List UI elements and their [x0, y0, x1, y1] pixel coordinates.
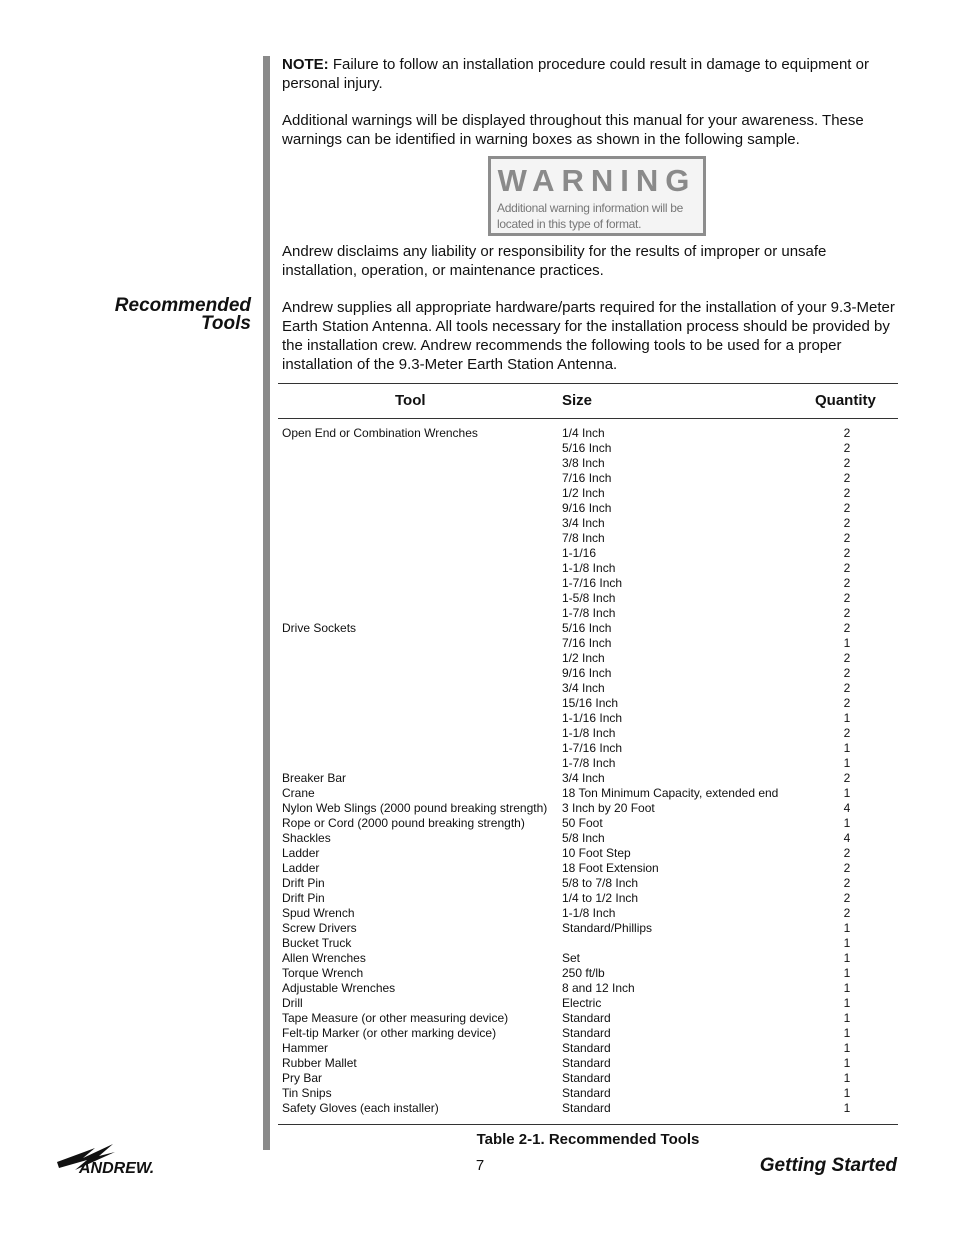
- cell-size: 1/4 to 1/2 Inch: [562, 891, 639, 905]
- cell-quantity: 1: [843, 1101, 851, 1115]
- cell-quantity: 2: [843, 651, 851, 665]
- cell-tool: Nylon Web Slings (2000 pound breaking strength): [282, 801, 548, 815]
- table-row: [282, 861, 882, 876]
- cell-quantity: 2: [843, 531, 851, 545]
- cell-tool: Rope or Cord (2000 pound breaking strength): [282, 816, 525, 830]
- table-row: [282, 636, 882, 651]
- cell-tool: Breaker Bar: [282, 771, 347, 785]
- cell-size: Electric: [562, 996, 602, 1010]
- cell-tool: Drive Sockets: [282, 621, 357, 635]
- table-row: [282, 891, 882, 906]
- cell-quantity: 2: [843, 891, 851, 905]
- table-row: [282, 606, 882, 621]
- cell-size: 9/16 Inch: [562, 501, 612, 515]
- cell-size: Standard: [562, 1011, 611, 1025]
- cell-quantity: 4: [843, 801, 851, 815]
- table-row: [282, 456, 882, 471]
- cell-size: 1-7/16 Inch: [562, 576, 623, 590]
- cell-quantity: 2: [843, 846, 851, 860]
- cell-size: 5/16 Inch: [562, 621, 612, 635]
- cell-size: 5/8 to 7/8 Inch: [562, 876, 639, 890]
- cell-size: 1-1/8 Inch: [562, 726, 616, 740]
- section-heading: [60, 297, 251, 333]
- table-row: [282, 561, 882, 576]
- table-caption: Table 2-1. Recommended Tools: [476, 1131, 700, 1148]
- logo-text: ANDREW.: [79, 1160, 155, 1176]
- warning-body: Additional warning information will be located in this type of format.: [497, 201, 684, 231]
- cell-size: Set: [562, 951, 581, 965]
- cell-quantity: 2: [843, 771, 851, 785]
- cell-size: 50 Foot: [562, 816, 603, 830]
- cell-quantity: 1: [843, 921, 851, 935]
- warning-sample-box: [488, 156, 706, 236]
- cell-size: 7/16 Inch: [562, 471, 612, 485]
- cell-quantity: 2: [843, 906, 851, 920]
- table-row: [282, 441, 882, 456]
- cell-tool: Allen Wrenches: [282, 951, 366, 965]
- table-row: [282, 906, 882, 921]
- cell-size: 3/8 Inch: [562, 456, 605, 470]
- cell-size: 1-1/8 Inch: [562, 906, 616, 920]
- cell-tool: Drift Pin: [282, 876, 325, 890]
- cell-tool: Spud Wrench: [282, 906, 355, 920]
- disclaimer-paragraph: Andrew disclaims any liability or responsibility for the results of improper or unsafe installation, operation, or maintenance practices.: [282, 243, 827, 279]
- cell-quantity: 1: [843, 1056, 851, 1070]
- table-row: [282, 1086, 882, 1101]
- table-row: [282, 936, 882, 951]
- footer-section-title: Getting Started: [759, 1155, 897, 1176]
- cell-size: Standard: [562, 1041, 611, 1055]
- cell-quantity: 2: [843, 576, 851, 590]
- table-row: [282, 501, 882, 516]
- table-row: [282, 846, 882, 861]
- cell-size: 3/4 Inch: [562, 771, 605, 785]
- table-row: [282, 1101, 882, 1116]
- table-row: [282, 801, 882, 816]
- table-header-rule: [278, 418, 898, 419]
- cell-quantity: 1: [843, 966, 851, 980]
- cell-tool: Screw Drivers: [282, 921, 357, 935]
- table-row: [282, 681, 882, 696]
- cell-size: Standard: [562, 1086, 611, 1100]
- cell-quantity: 2: [843, 726, 851, 740]
- table-row: [282, 486, 882, 501]
- cell-quantity: 1: [843, 636, 851, 650]
- cell-quantity: 1: [843, 1071, 851, 1085]
- note-label: NOTE:: [282, 56, 329, 73]
- cell-size: 8 and 12 Inch: [562, 981, 635, 995]
- cell-quantity: 2: [843, 696, 851, 710]
- cell-tool: Ladder: [282, 846, 320, 860]
- cell-size: Standard: [562, 1026, 611, 1040]
- cell-tool: Torque Wrench: [282, 966, 364, 980]
- table-row: [282, 966, 882, 981]
- cell-quantity: 2: [843, 666, 851, 680]
- tools-intro-paragraph: Andrew supplies all appropriate hardware/parts required for the installation of your 9.3-Meter Earth Station Antenna. All tools necessary for the installation process should be provided by the installation crew. Andrew recommends the following tools to be used for a proper installation of the 9.3-Meter Earth Station Antenna.: [282, 299, 895, 373]
- cell-size: 18 Ton Minimum Capacity, extended end: [562, 786, 779, 800]
- cell-quantity: 1: [843, 951, 851, 965]
- cell-quantity: 2: [843, 591, 851, 605]
- cell-quantity: 1: [843, 1086, 851, 1100]
- table-row: [282, 696, 882, 711]
- margin-bar: [263, 56, 270, 1150]
- cell-tool: Hammer: [282, 1041, 329, 1055]
- cell-quantity: 1: [843, 1011, 851, 1025]
- cell-tool: Ladder: [282, 861, 320, 875]
- table-row: [282, 426, 882, 441]
- cell-tool: Tape Measure (or other measuring device): [282, 1011, 509, 1025]
- table-row: [282, 576, 882, 591]
- cell-tool: Felt-tip Marker (or other marking device): [282, 1026, 497, 1040]
- cell-quantity: 1: [843, 756, 851, 770]
- table-row: [282, 951, 882, 966]
- table-row: [282, 591, 882, 606]
- cell-size: Standard: [562, 1101, 611, 1115]
- cell-size: 15/16 Inch: [562, 696, 619, 710]
- cell-quantity: 1: [843, 1041, 851, 1055]
- table-row: [282, 741, 882, 756]
- table-row: [282, 1071, 882, 1086]
- table-row: [282, 471, 882, 486]
- cell-tool: Open End or Combination Wrenches: [282, 426, 478, 440]
- header-size: Size: [562, 392, 593, 409]
- table-row: [282, 1056, 882, 1071]
- table-row: [282, 771, 882, 786]
- section-heading-line1: Recommended: [114, 295, 251, 316]
- cell-quantity: 1: [843, 816, 851, 830]
- cell-size: Standard: [562, 1071, 611, 1085]
- table-row: [282, 831, 882, 846]
- cell-size: 3 Inch by 20 Foot: [562, 801, 655, 815]
- cell-quantity: 2: [843, 621, 851, 635]
- cell-size: 5/16 Inch: [562, 441, 612, 455]
- cell-size: 1-1/16 Inch: [562, 711, 623, 725]
- cell-size: 9/16 Inch: [562, 666, 612, 680]
- table-row: [282, 1011, 882, 1026]
- cell-tool: Tin Snips: [282, 1086, 332, 1100]
- cell-size: 5/8 Inch: [562, 831, 605, 845]
- cell-quantity: 1: [843, 996, 851, 1010]
- cell-size: 1-7/8 Inch: [562, 756, 616, 770]
- cell-tool: Adjustable Wrenches: [282, 981, 396, 995]
- cell-quantity: 2: [843, 441, 851, 455]
- cell-tool: Crane: [282, 786, 315, 800]
- cell-quantity: 2: [843, 876, 851, 890]
- cell-quantity: 1: [843, 786, 851, 800]
- table-row: [282, 726, 882, 741]
- cell-size: 1-5/8 Inch: [562, 591, 616, 605]
- cell-size: 18 Foot Extension: [562, 861, 659, 875]
- cell-tool: Drift Pin: [282, 891, 325, 905]
- cell-quantity: 2: [843, 426, 851, 440]
- note-paragraph: [282, 55, 897, 93]
- table-row: [282, 666, 882, 681]
- table-row: [282, 546, 882, 561]
- cell-quantity: 1: [843, 741, 851, 755]
- table-top-rule: [278, 383, 898, 384]
- cell-tool: Bucket Truck: [282, 936, 352, 950]
- header-quantity: Quantity: [815, 392, 876, 409]
- andrew-logo: [55, 1140, 170, 1176]
- cell-quantity: 2: [843, 606, 851, 620]
- cell-quantity: 2: [843, 516, 851, 530]
- cell-size: 10 Foot Step: [562, 846, 631, 860]
- cell-size: 1-1/16: [562, 546, 597, 560]
- table-row: [282, 531, 882, 546]
- section-heading-line2: Tools: [201, 313, 251, 334]
- cell-quantity: 2: [843, 861, 851, 875]
- cell-size: 1-7/8 Inch: [562, 606, 616, 620]
- cell-quantity: 4: [843, 831, 851, 845]
- cell-quantity: 2: [843, 681, 851, 695]
- cell-tool: Drill: [282, 996, 303, 1010]
- warnings-paragraph: Additional warnings will be displayed throughout this manual for your awareness. These warnings can be identified in warning boxes as shown in the following sample.: [282, 112, 864, 148]
- cell-quantity: 2: [843, 501, 851, 515]
- cell-size: 3/4 Inch: [562, 681, 605, 695]
- table-row: [282, 651, 882, 666]
- cell-size: 1/4 Inch: [562, 426, 605, 440]
- header-tool: Tool: [395, 392, 426, 409]
- cell-tool: Rubber Mallet: [282, 1056, 357, 1070]
- table-row: [282, 786, 882, 801]
- table-row: [282, 921, 882, 936]
- cell-size: 7/8 Inch: [562, 531, 605, 545]
- table-row: [282, 981, 882, 996]
- cell-size: 1/2 Inch: [562, 486, 605, 500]
- table-row: [282, 711, 882, 726]
- table-row: [282, 1026, 882, 1041]
- table-row: [282, 876, 882, 891]
- cell-size: Standard: [562, 1056, 611, 1070]
- cell-quantity: 2: [843, 471, 851, 485]
- cell-size: Standard/Phillips: [562, 921, 653, 935]
- cell-tool: Safety Gloves (each installer): [282, 1101, 439, 1115]
- cell-tool: Pry Bar: [282, 1071, 323, 1085]
- cell-size: 3/4 Inch: [562, 516, 605, 530]
- cell-quantity: 1: [843, 1026, 851, 1040]
- table-bottom-rule: [278, 1124, 898, 1125]
- table-row: [282, 816, 882, 831]
- cell-size: 1-7/16 Inch: [562, 741, 623, 755]
- table-row: [282, 1041, 882, 1056]
- page-number: 7: [475, 1157, 485, 1174]
- table-row: [282, 621, 882, 636]
- tools-table-body: [282, 426, 882, 1116]
- warning-title: WARNING: [497, 163, 697, 198]
- cell-size: 1/2 Inch: [562, 651, 605, 665]
- table-row: [282, 516, 882, 531]
- cell-quantity: 2: [843, 546, 851, 560]
- cell-quantity: 2: [843, 456, 851, 470]
- cell-size: 250 ft/lb: [562, 966, 605, 980]
- cell-quantity: 2: [843, 561, 851, 575]
- table-row: [282, 996, 882, 1011]
- note-text: Failure to follow an installation procedure could result in damage to equipment or personal injury.: [282, 56, 869, 92]
- cell-quantity: 1: [843, 981, 851, 995]
- cell-quantity: 2: [843, 486, 851, 500]
- cell-quantity: 1: [843, 936, 851, 950]
- cell-size: 7/16 Inch: [562, 636, 612, 650]
- table-row: [282, 756, 882, 771]
- cell-tool: Shackles: [282, 831, 331, 845]
- cell-quantity: 1: [843, 711, 851, 725]
- cell-size: 1-1/8 Inch: [562, 561, 616, 575]
